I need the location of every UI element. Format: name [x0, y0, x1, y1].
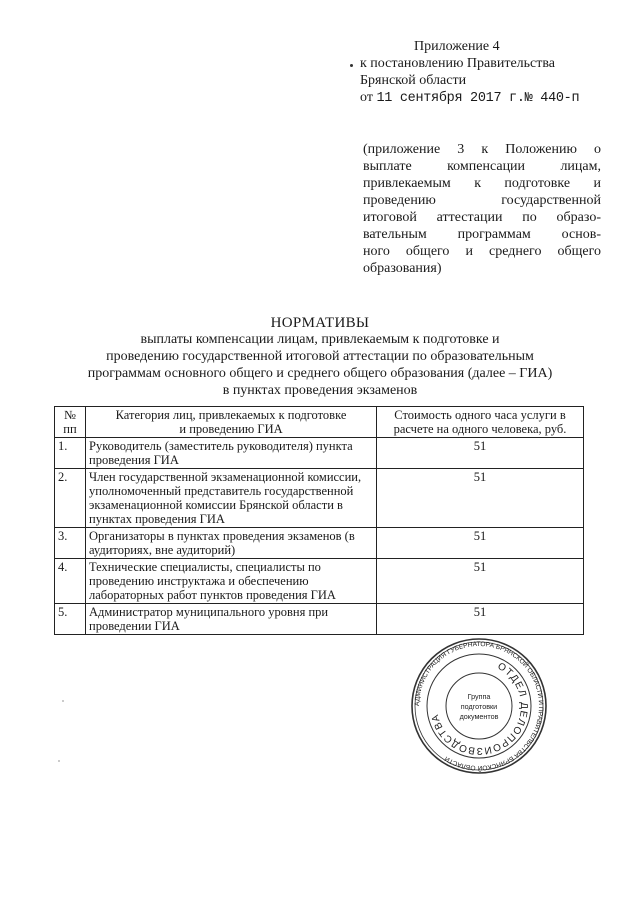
resolution-date-line [360, 89, 620, 107]
row-num: 1. [55, 438, 86, 469]
appendix-header [360, 38, 620, 107]
stamp-ring-text: АДМИНИСТРАЦИЯ ГУБЕРНАТОРА БРЯНСКОЙ ОБЛАСТИ И ПРАВИТЕЛЬСТВА БРЯНСКОЙ ОБЛАСТИ [413, 640, 545, 772]
date-prefix: от [360, 90, 373, 105]
document-title: НОРМАТИВЫ [270, 315, 370, 331]
department-stamp-icon [410, 637, 548, 775]
note-line: итоговой аттестации по образо- [363, 210, 601, 225]
row-num: 3. [55, 528, 86, 559]
row-category: Администратор муниципального уровня при проведении ГИА [86, 604, 377, 635]
appendix-number: Приложение 4 [414, 39, 500, 54]
note-line: (приложение 3 к Положению о [363, 142, 601, 157]
note-line: ного общего и среднего общего [363, 244, 601, 259]
resolution-date: 11 сентября 2017 г. [376, 91, 525, 106]
header-category: Категория лиц, привлекаемых к подготовке и проведению ГИА [86, 407, 377, 438]
resolution-number: № 440-п [524, 91, 580, 106]
ink-dot [350, 64, 353, 67]
note-line: вательным программам основ- [363, 227, 601, 242]
subtitle-line: выплаты компенсации лицам, привлекаемым к подготовке и [140, 332, 500, 347]
header-num: № пп [55, 407, 86, 438]
region-name: Брянской области [360, 73, 467, 88]
row-category: Организаторы в пунктах проведения экзаменов (в аудиториях, вне аудиторий) [86, 528, 377, 559]
stamp-center-line: Группа [467, 692, 491, 701]
row-category: Руководитель (заместитель руководителя) пункта проведения ГИА [86, 438, 377, 469]
stamp-center-line: документов [459, 712, 499, 721]
scan-speck [62, 700, 64, 702]
stamp-inner-text: ОТДЕЛ ДЕЛОПРОИЗВОДСТВА [429, 660, 530, 757]
table-row [55, 528, 584, 559]
table-row [55, 559, 584, 604]
row-category: Член государственной экзаменационной комиссии, уполномоченный представитель государственной экзаменационной комиссии Брянской области в пунктах проведения ГИА [86, 469, 377, 528]
norms-table [54, 406, 584, 635]
row-cost: 51 [377, 438, 584, 469]
subtitle-line: программам основного общего и среднего общего образования (далее – ГИА) [87, 366, 553, 381]
table-row [55, 604, 584, 635]
document-subtitle [60, 331, 580, 399]
row-cost: 51 [377, 469, 584, 528]
subtitle-line: в пунктах проведения экзаменов [222, 383, 418, 398]
appendix-note [363, 141, 601, 277]
resolution-ref: к постановлению Правительства [360, 56, 556, 71]
row-cost: 51 [377, 528, 584, 559]
stamp-center-line: подготовки [460, 702, 498, 711]
note-line: образования) [363, 261, 442, 276]
row-num: 2. [55, 469, 86, 528]
subtitle-line: проведению государственной итоговой аттестации по образовательным [106, 349, 534, 364]
row-cost: 51 [377, 559, 584, 604]
header-cost: Стоимость одного часа услуги в расчете на одного человека, руб. [377, 407, 584, 438]
row-num: 4. [55, 559, 86, 604]
row-category: Технические специалисты, специалисты по проведению инструктажа и обеспечению лабораторных работ пунктов проведения ГИА [86, 559, 377, 604]
row-cost: 51 [377, 604, 584, 635]
note-line: выплате компенсации лицам, [363, 159, 601, 174]
note-line: привлекаемым к подготовке и [363, 176, 601, 191]
row-num: 5. [55, 604, 86, 635]
table-row [55, 438, 584, 469]
table-header-row [55, 407, 584, 438]
note-line: проведению государственной [363, 193, 601, 208]
scan-speck [58, 760, 60, 762]
table-row [55, 469, 584, 528]
